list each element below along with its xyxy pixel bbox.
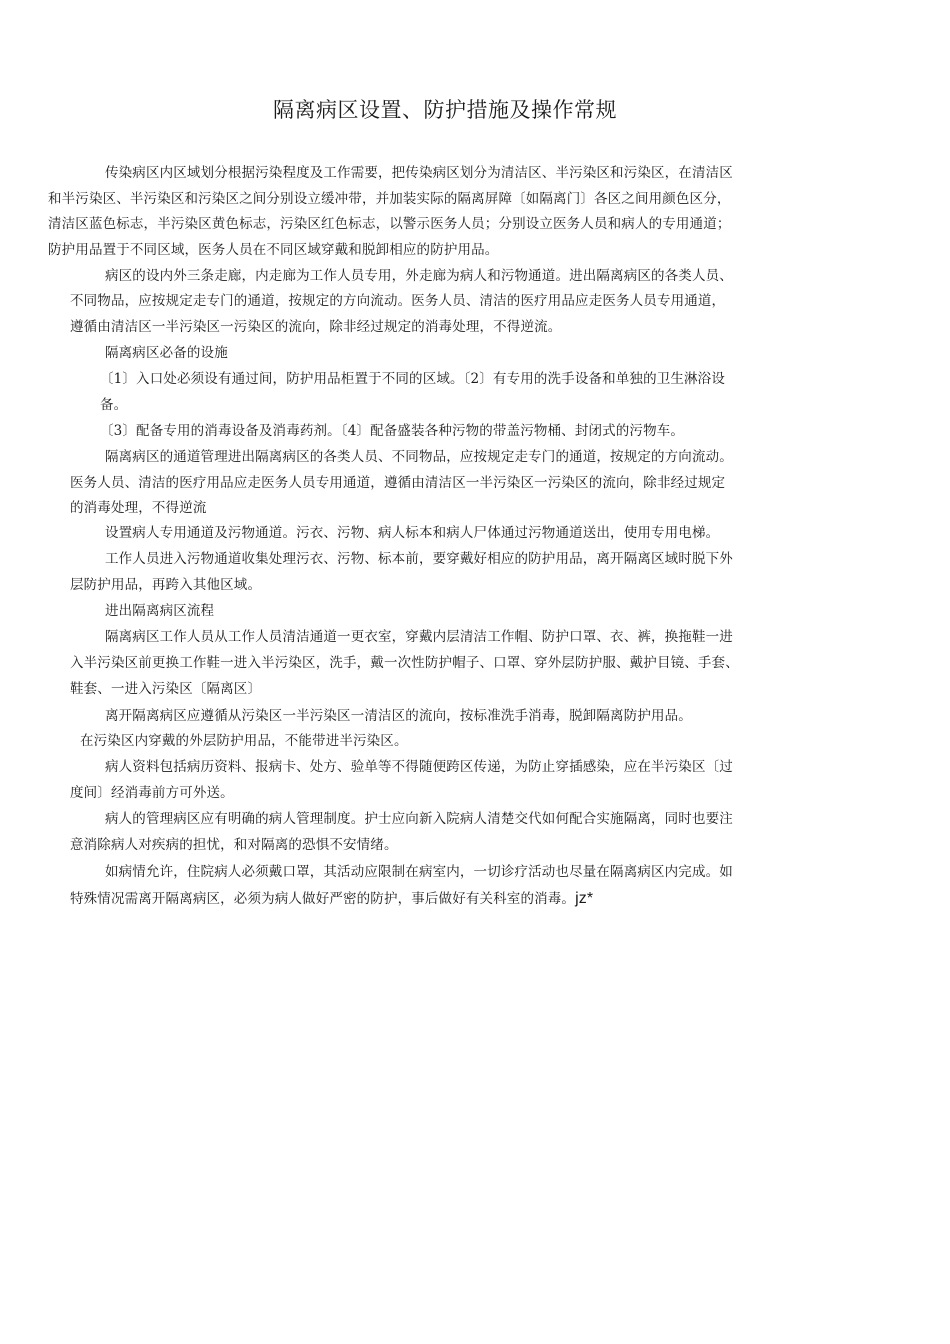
text-line: 层防护用品，再跨入其他区域。	[70, 577, 262, 593]
text-line-content: 特殊情况需离开隔离病区，必须为病人做好严密的防护，事后做好有关科室的消毒。	[70, 891, 576, 907]
text-line: 〔1〕入口处必须设有通过间，防护用品柜置于不同的区域。〔2〕有专用的洗手设备和单独的卫生淋浴设	[100, 371, 725, 387]
page-title: 隔离病区设置、防护措施及操作常规	[273, 98, 617, 122]
text-line: 遵循由清洁区一半污染区一污染区的流向，除非经过规定的消毒处理，不得逆流。	[70, 319, 562, 335]
text-line: 隔离病区的通道管理进出隔离病区的各类人员、不同物品，应按规定走专门的通道，按规定的方向流动。	[105, 449, 733, 465]
text-line: 度间〕经消毒前方可外送。	[70, 785, 234, 801]
text-line: 意消除病人对疾病的担忧，和对隔离的恐惧不安情绪。	[70, 837, 398, 853]
text-line: 病区的设内外三条走廊，内走廊为工作人员专用，外走廊为病人和污物通道。进出隔离病区的各类人员、	[105, 268, 733, 284]
text-line: 设置病人专用通道及污物通道。污衣、污物、病人标本和病人尸体通过污物通道送出，使用专用电梯。	[105, 525, 720, 541]
text-line: 不同物品，应按规定走专门的通道，按规定的方向流动。医务人员、清洁的医疗用品应走医务人员专用通道，	[70, 293, 726, 309]
text-line: 隔离病区工作人员从工作人员清洁通道一更衣室，穿戴内层清洁工作帽、防护口罩、衣、裤，换拖鞋一进	[105, 629, 733, 645]
text-line: 如病情允许，住院病人必须戴口罩，其活动应限制在病室内，一切诊疗活动也尽量在隔离病区内完成。如	[105, 864, 733, 880]
text-line: 入半污染区前更换工作鞋一进入半污染区，洗手，戴一次性防护帽子、口罩、穿外层防护服、戴护目镜、手套、	[70, 655, 739, 671]
text-line: 〔3〕配备专用的消毒设备及消毒药剂。〔4〕配备盛装各种污物的带盖污物桶、封闭式的污物车。	[100, 423, 685, 439]
text-line: 防护用品置于不同区域，医务人员在不同区域穿戴和脱卸相应的防护用品。	[48, 242, 499, 258]
section-heading: 进出隔离病区流程	[105, 603, 215, 619]
text-line: 备。	[100, 397, 128, 413]
text-line: 离开隔离病区应遵循从污染区一半污染区一清洁区的流向，按标准洗手消毒，脱卸隔离防护用品。	[105, 708, 692, 724]
text-line	[70, 890, 593, 908]
text-line: 医务人员、清洁的医疗用品应走医务人员专用通道，遵循由清洁区一半污染区一污染区的流向，除非经过规定	[70, 475, 726, 491]
text-line: 在污染区内穿戴的外层防护用品，不能带进半污染区。	[80, 733, 408, 749]
text-line: 清洁区蓝色标志，半污染区黄色标志，污染区红色标志，以警示医务人员；分别设立医务人员和病人的专用通道；	[48, 216, 731, 232]
text-line: 的消毒处理，不得逆流	[70, 500, 207, 516]
text-line: 工作人员进入污物通道收集处理污衣、污物、标本前，要穿戴好相应的防护用品，离开隔离区域时脱下外	[105, 551, 733, 567]
tail-mark: jz*	[575, 890, 594, 907]
text-line: 病人资料包括病历资料、报病卡、处方、验单等不得随便跨区传递，为防止穿插感染，应在半污染区〔过	[105, 759, 733, 775]
text-line: 病人的管理病区应有明确的病人管理制度。护士应向新入院病人清楚交代如何配合实施隔离，同时也要注	[105, 811, 733, 827]
text-line: 鞋套、一进入污染区〔隔离区〕	[70, 681, 262, 697]
text-line: 传染病区内区域划分根据污染程度及工作需要，把传染病区划分为清洁区、半污染区和污染区，在清洁区	[105, 165, 733, 181]
text-line: 和半污染区、半污染区和污染区之间分别设立缓冲带，并加装实际的隔离屏障〔如隔离门〕各区之间用颜色区分，	[48, 191, 731, 207]
section-heading: 隔离病区必备的设施	[105, 345, 228, 361]
